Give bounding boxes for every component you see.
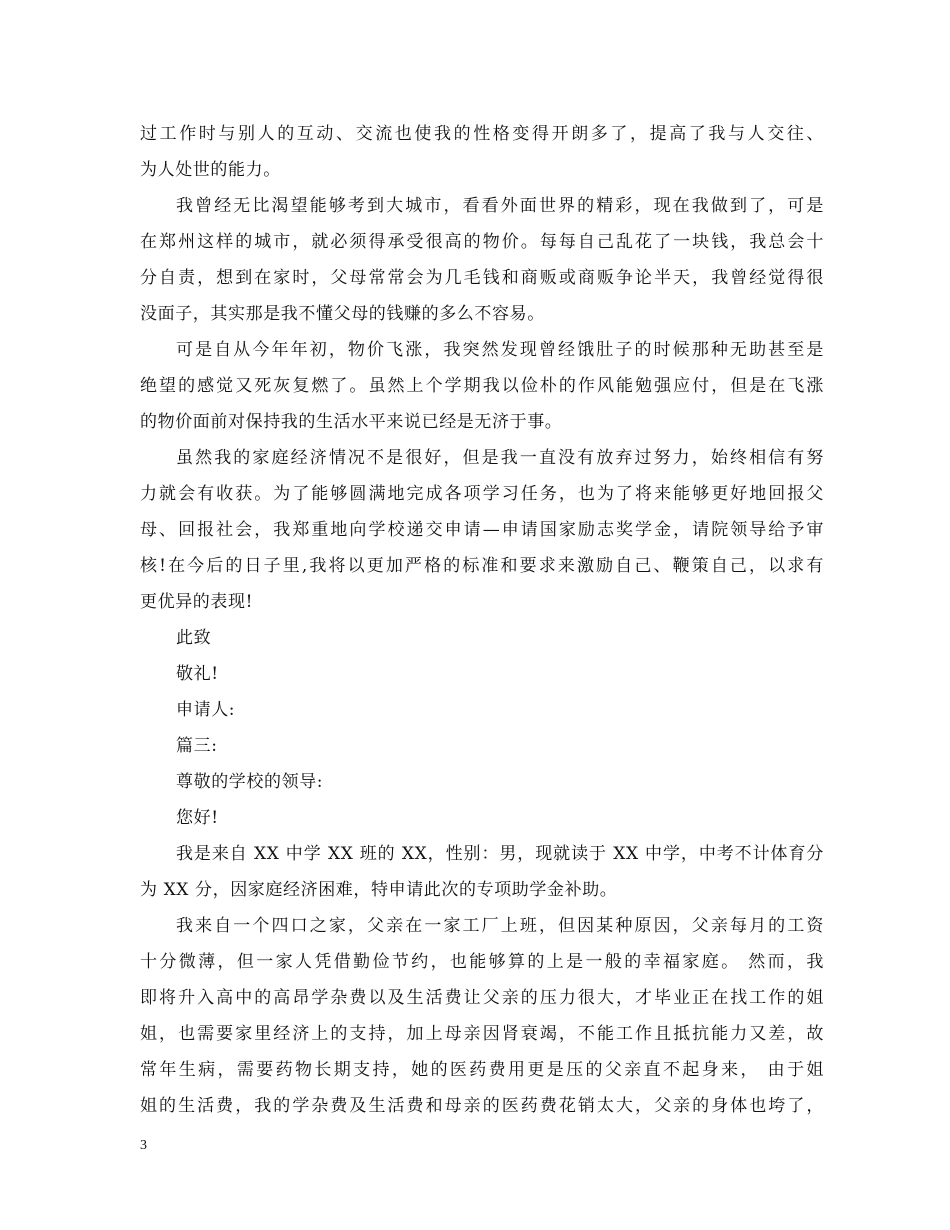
text-line: 更优异的表现! bbox=[140, 592, 254, 612]
text-line: 为人处世的能力。 bbox=[140, 160, 281, 180]
text-line: 即将升入高中的高昂学杂费以及生活费让父亲的压力很大，才毕业正在找工作的姐 bbox=[140, 988, 824, 1008]
text-line: 分自责，想到在家时，父母常常会为几毛钱和商贩或商贩争论半天，我曾经觉得很 bbox=[140, 268, 824, 288]
text-line: 过工作时与别人的互动、交流也使我的性格变得开朗多了，提高了我与人交往、 bbox=[140, 124, 824, 144]
text-line: 力就会有收获。为了能够圆满地完成各项学习任务，也为了将来能够更好地回报父 bbox=[140, 484, 824, 504]
text-line: 核!在今后的日子里,我将以更加严格的标准和要求来激励自己、鞭策自己，以求有 bbox=[140, 556, 824, 576]
closing-salutation: 此致 bbox=[176, 628, 212, 648]
paragraph-start-line: 我曾经无比渴望能够考到大城市，看看外面世界的精彩，现在我做到了，可是 bbox=[176, 196, 824, 216]
applicant-label: 申请人: bbox=[176, 700, 236, 720]
text-line: 十分微薄，但一家人凭借勤俭节约，也能够算的上是一般的幸福家庭。 然而，我 bbox=[140, 952, 824, 972]
text-line: 没面子，其实那是我不懂父母的钱赚的多么不容易。 bbox=[140, 304, 545, 324]
text-line: 绝望的感觉又死灰复燃了。虽然上个学期我以俭朴的作风能勉强应付，但是在飞涨 bbox=[140, 376, 824, 396]
text-line: 姐，也需要家里经济上的支持，加上母亲因肾衰竭，不能工作且抵抗能力又差，故 bbox=[140, 1024, 824, 1044]
closing-regards: 敬礼! bbox=[176, 664, 219, 684]
text-line: 姐的生活费，我的学杂费及生活费和母亲的医药费花销太大，父亲的身体也垮了， bbox=[140, 1096, 824, 1116]
text-line: 常年生病，需要药物长期支持，她的医药费用更是压的父亲直不起身来， 由于姐 bbox=[140, 1060, 824, 1080]
letter-addressee: 尊敬的学校的领导: bbox=[176, 772, 324, 792]
paragraph-start-line: 我来自一个四口之家，父亲在一家工厂上班，但因某种原因，父亲每月的工资 bbox=[176, 916, 824, 936]
text-line: 母、回报社会，我郑重地向学校递交申请—申请国家励志奖学金，请院领导给予审 bbox=[140, 520, 824, 540]
paragraph-start-line: 可是自从今年年初，物价飞涨，我突然发现曾经饿肚子的时候那种无助甚至是 bbox=[176, 340, 824, 360]
page-number: 3 bbox=[140, 1138, 147, 1153]
text-line: 在郑州这样的城市，就必须得承受很高的物价。每每自己乱花了一块钱，我总会十 bbox=[140, 232, 824, 252]
text-line: 的物价面前对保持我的生活水平来说已经是无济于事。 bbox=[140, 412, 563, 432]
paragraph-start-line: 虽然我的家庭经济情况不是很好，但是我一直没有放弃过努力，始终相信有努 bbox=[176, 448, 824, 468]
document-body bbox=[140, 116, 824, 1124]
paragraph-start-line: 我是来自 XX 中学 XX 班的 XX，性别：男，现就读于 XX 中学，中考不计体育分 bbox=[176, 844, 824, 864]
text-line: 为 XX 分，因家庭经济困难，特申请此次的专项助学金补助。 bbox=[140, 880, 618, 900]
section-heading: 篇三: bbox=[176, 736, 218, 756]
letter-greeting: 您好! bbox=[176, 808, 219, 828]
